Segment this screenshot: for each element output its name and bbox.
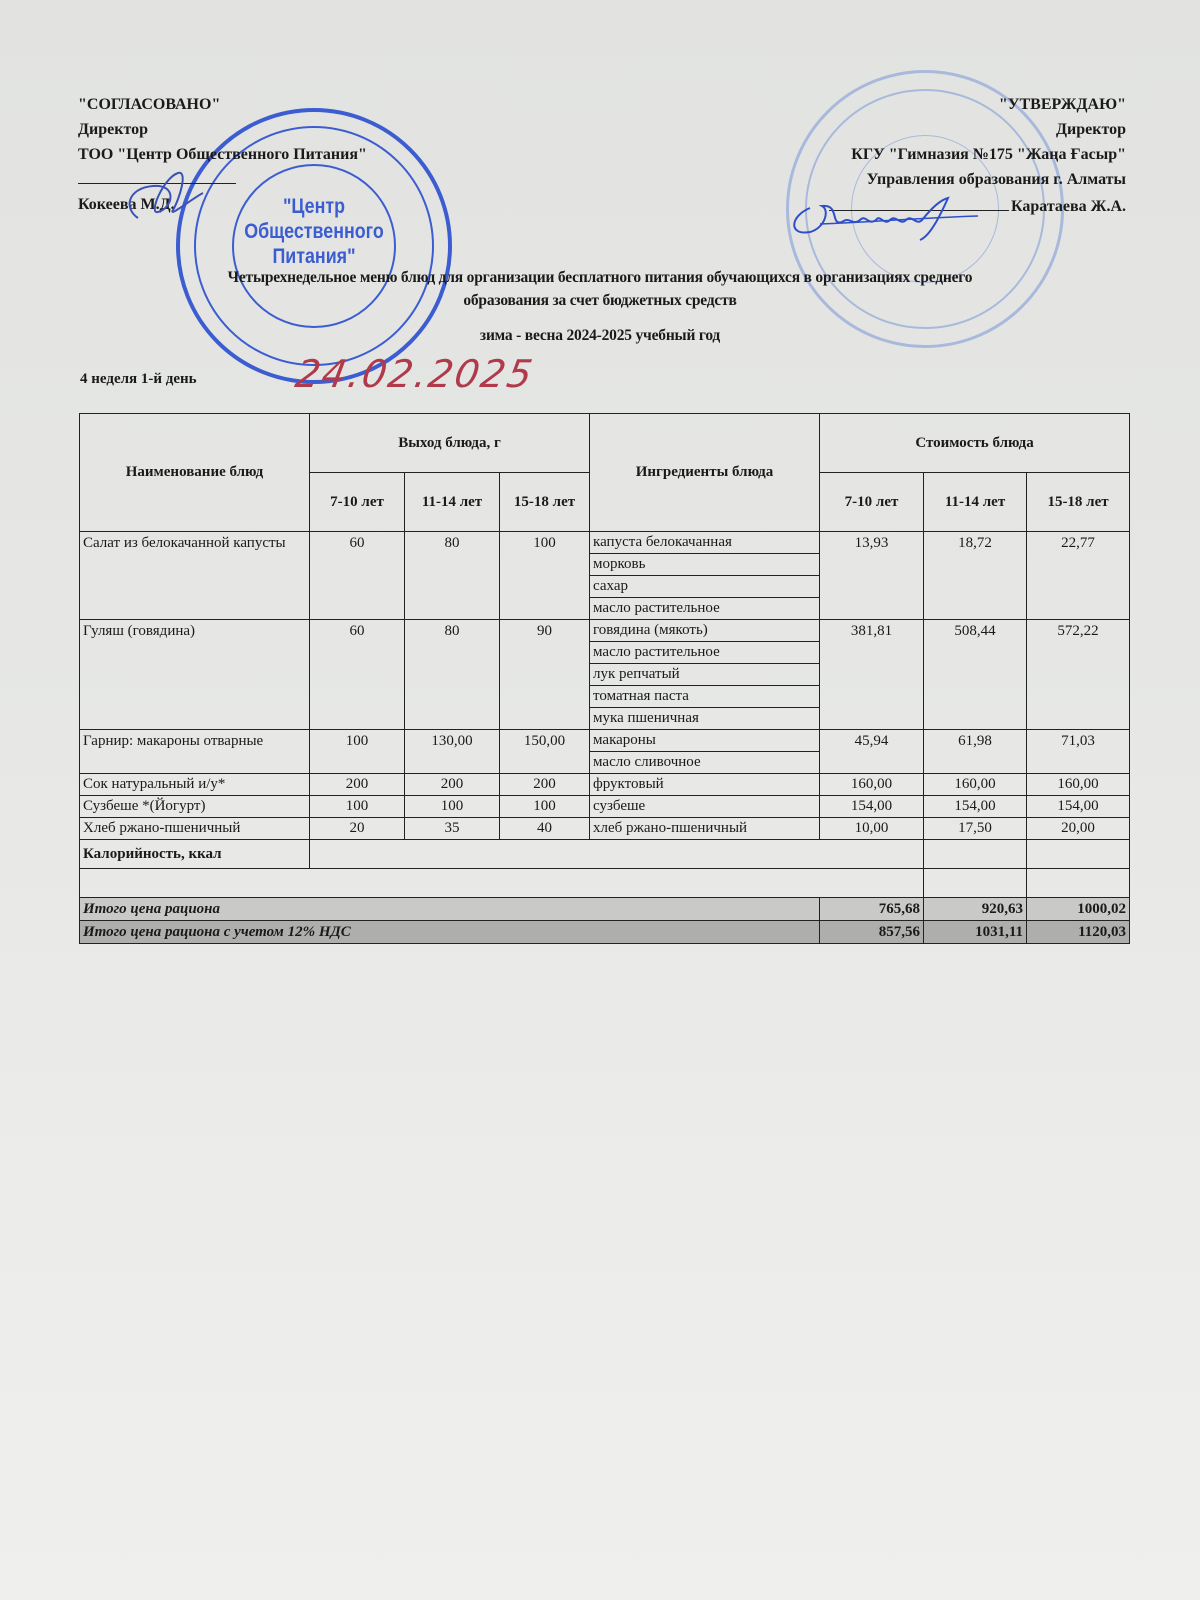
- ingredient: хлеб ржано-пшеничный: [590, 818, 820, 840]
- week-day-label: 4 неделя 1-й день: [80, 371, 197, 387]
- ingredient: лук репчатый: [590, 664, 820, 686]
- ingredient: томатная паста: [590, 686, 820, 708]
- yield-11-14: 130,00: [405, 730, 500, 774]
- calories-value-empty: [310, 840, 924, 869]
- ingredient: сузбеше: [590, 796, 820, 818]
- stamp-text-line: Общественного: [244, 220, 384, 243]
- calories-value-11-14: [924, 840, 1027, 869]
- total-vat-15-18: 1120,03: [1027, 921, 1130, 944]
- table-row: [80, 730, 1130, 752]
- approved-signatory: Каратаева Ж.А.: [1010, 198, 1126, 215]
- ingredient: сахар: [590, 576, 820, 598]
- document-title: [110, 266, 1090, 347]
- header-yield-age-3: 15-18 лет: [500, 473, 590, 532]
- title-line-1: Четырехнедельное меню блюд для организации бесплатного питания обучающихся в организациях среднего: [227, 269, 973, 286]
- yield-7-10: 200: [310, 774, 405, 796]
- agreed-status: "СОГЛАСОВАНО": [78, 96, 221, 113]
- blank-cell: [924, 869, 1027, 898]
- ingredient: фруктовый: [590, 774, 820, 796]
- dish-name: Сузбеше *(Йогурт): [80, 796, 310, 818]
- yield-7-10: 100: [310, 730, 405, 774]
- cost-15-18: 71,03: [1027, 730, 1130, 774]
- cost-7-10: 154,00: [820, 796, 924, 818]
- calories-label: Калорийность, ккал: [80, 840, 310, 869]
- yield-15-18: 150,00: [500, 730, 590, 774]
- table-row: [80, 796, 1130, 818]
- cost-11-14: 17,50: [924, 818, 1027, 840]
- yield-11-14: 35: [405, 818, 500, 840]
- total-vat-11-14: 1031,11: [924, 921, 1027, 944]
- approved-department: Управления образования г. Алматы: [866, 171, 1126, 188]
- cost-7-10: 45,94: [820, 730, 924, 774]
- dish-name: Гарнир: макароны отварные: [80, 730, 310, 774]
- total-vat-row: [80, 921, 1130, 944]
- yield-7-10: 60: [310, 532, 405, 620]
- total-7-10: 765,68: [820, 898, 924, 921]
- header-cost-age-2: 11-14 лет: [924, 473, 1027, 532]
- header-cost-age-3: 15-18 лет: [1027, 473, 1130, 532]
- menu-table: [79, 413, 1130, 944]
- signature-line: [829, 196, 1009, 211]
- dish-name: Салат из белокачанной капусты: [80, 532, 310, 620]
- blank-cell: [80, 869, 924, 898]
- yield-7-10: 20: [310, 818, 405, 840]
- cost-11-14: 18,72: [924, 532, 1027, 620]
- cost-11-14: 154,00: [924, 796, 1027, 818]
- stamp-text-line: Питания": [272, 245, 356, 268]
- cost-7-10: 13,93: [820, 532, 924, 620]
- table-row: [80, 620, 1130, 642]
- cost-15-18: 22,77: [1027, 532, 1130, 620]
- table-header-row: [80, 414, 1130, 473]
- header-cost: Стоимость блюда: [820, 414, 1130, 473]
- cost-11-14: 61,98: [924, 730, 1027, 774]
- approved-block: [829, 92, 1126, 219]
- dish-name: Хлеб ржано-пшеничный: [80, 818, 310, 840]
- yield-15-18: 100: [500, 532, 590, 620]
- approved-position: Директор: [1056, 121, 1126, 138]
- total-vat-7-10: 857,56: [820, 921, 924, 944]
- handwritten-date: 24.02.2025: [292, 352, 538, 396]
- approved-organization: КГУ "Гимназия №175 "Жаңа Ғасыр": [851, 146, 1126, 163]
- yield-15-18: 40: [500, 818, 590, 840]
- total-row: [80, 898, 1130, 921]
- cost-15-18: 572,22: [1027, 620, 1130, 730]
- yield-11-14: 80: [405, 620, 500, 730]
- header-yield-age-1: 7-10 лет: [310, 473, 405, 532]
- header-cost-age-1: 7-10 лет: [820, 473, 924, 532]
- header-yield-age-2: 11-14 лет: [405, 473, 500, 532]
- calories-row: [80, 840, 1130, 869]
- agreed-block: [78, 92, 367, 217]
- total-label: Итого цена рациона: [80, 898, 820, 921]
- dish-name: Сок натуральный и/у*: [80, 774, 310, 796]
- cost-11-14: 508,44: [924, 620, 1027, 730]
- title-line-2: образования за счет бюджетных средств: [463, 292, 737, 309]
- title-line-3: зима - весна 2024-2025 учебный год: [479, 327, 721, 344]
- yield-11-14: 200: [405, 774, 500, 796]
- cost-15-18: 160,00: [1027, 774, 1130, 796]
- blank-cell: [1027, 869, 1130, 898]
- agreed-organization: ТОО "Центр Общественного Питания": [78, 146, 367, 163]
- signature-line: [78, 169, 236, 184]
- yield-15-18: 200: [500, 774, 590, 796]
- table-row: [80, 532, 1130, 554]
- yield-7-10: 100: [310, 796, 405, 818]
- approved-status: "УТВЕРЖДАЮ": [998, 96, 1126, 113]
- dish-name: Гуляш (говядина): [80, 620, 310, 730]
- cost-11-14: 160,00: [924, 774, 1027, 796]
- stamp-text-line: "Центр: [282, 195, 346, 218]
- yield-15-18: 90: [500, 620, 590, 730]
- cost-15-18: 154,00: [1027, 796, 1130, 818]
- agreed-position: Директор: [78, 121, 148, 138]
- ingredient: говядина (мякоть): [590, 620, 820, 642]
- blank-row: [80, 869, 1130, 898]
- header-ingredients: Ингредиенты блюда: [590, 414, 820, 532]
- yield-11-14: 100: [405, 796, 500, 818]
- ingredient: морковь: [590, 554, 820, 576]
- yield-7-10: 60: [310, 620, 405, 730]
- table-row: [80, 774, 1130, 796]
- yield-15-18: 100: [500, 796, 590, 818]
- table-row: [80, 818, 1130, 840]
- total-15-18: 1000,02: [1027, 898, 1130, 921]
- ingredient: масло растительное: [590, 642, 820, 664]
- calories-value-15-18: [1027, 840, 1130, 869]
- ingredient: макароны: [590, 730, 820, 752]
- ingredient: мука пшеничная: [590, 708, 820, 730]
- header-dish-name: Наименование блюд: [80, 414, 310, 532]
- agreed-signatory: Кокеева М.Д.: [78, 196, 175, 213]
- total-vat-label: Итого цена рациона с учетом 12% НДС: [80, 921, 820, 944]
- cost-7-10: 381,81: [820, 620, 924, 730]
- ingredient: капуста белокачанная: [590, 532, 820, 554]
- ingredient: масло сливочное: [590, 752, 820, 774]
- cost-7-10: 160,00: [820, 774, 924, 796]
- cost-15-18: 20,00: [1027, 818, 1130, 840]
- yield-11-14: 80: [405, 532, 500, 620]
- total-11-14: 920,63: [924, 898, 1027, 921]
- header-yield: Выход блюда, г: [310, 414, 590, 473]
- cost-7-10: 10,00: [820, 818, 924, 840]
- ingredient: масло растительное: [590, 598, 820, 620]
